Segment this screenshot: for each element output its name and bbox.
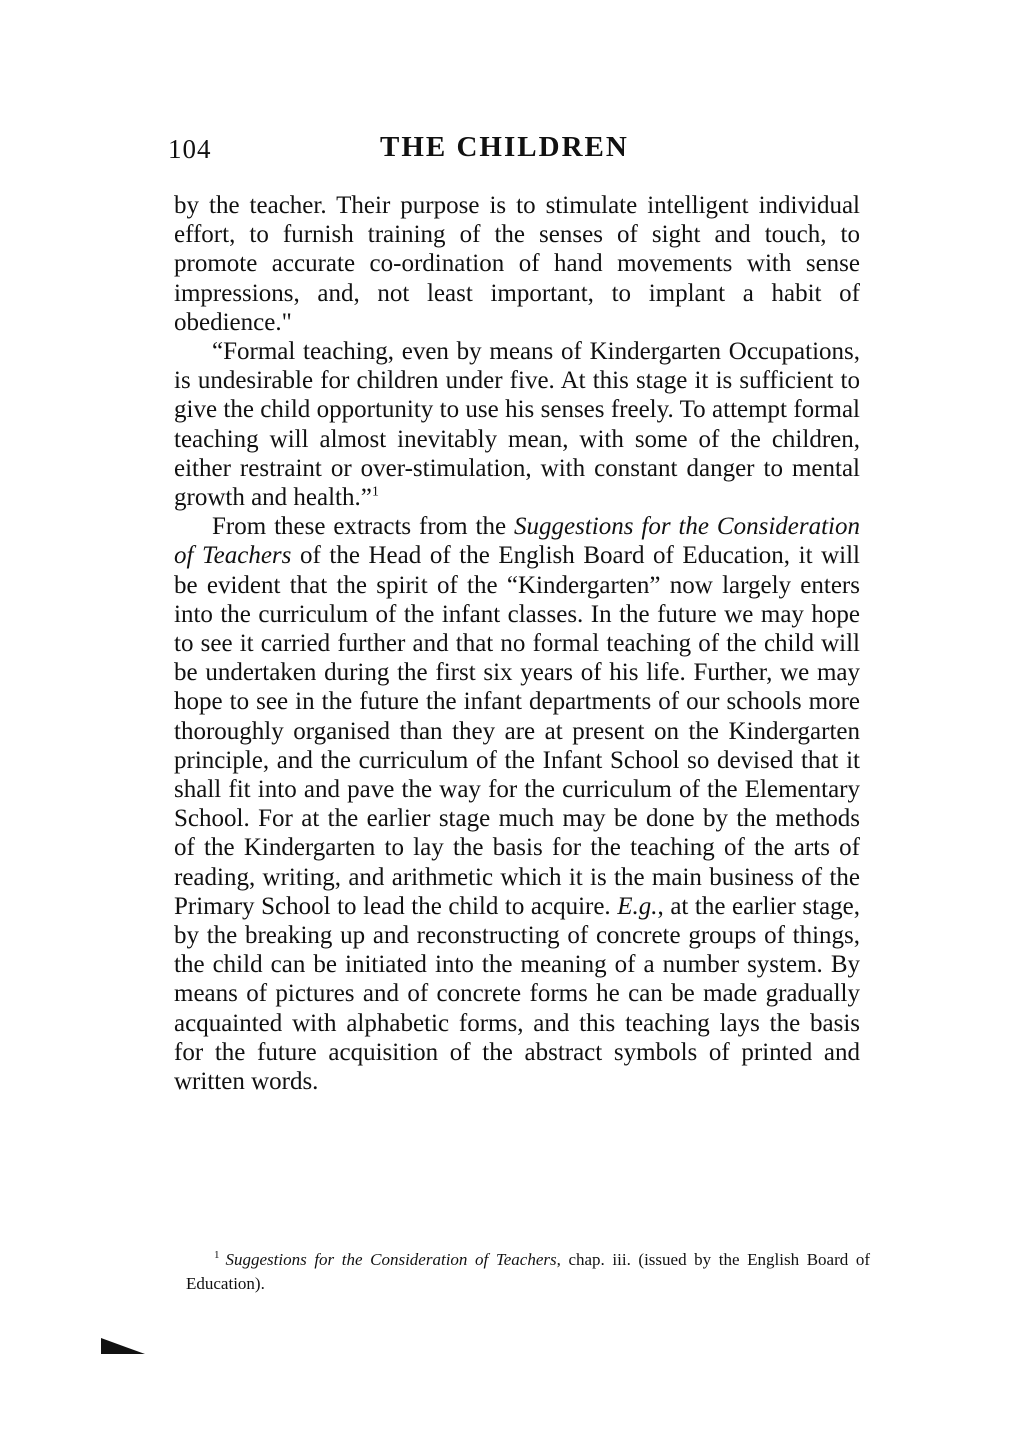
page-turn-arrow-icon xyxy=(101,1338,145,1354)
paragraph-1-text: by the teacher. Their purpose is to stimulate intelligent individual effort, to furnish training of the senses of sight and touch, to promote accurate co-ordination of hand movements with sense impressions, and, not least important, to implant a habit of obedience." xyxy=(174,192,860,336)
footnote-reference: 1 xyxy=(371,484,379,500)
paragraph-3-text-end: , at the earlier stage, by the breaking up and reconstructing of concrete groups of things, the child can be initiated into the meaning of a number system. By means of pictures and of concrete forms he can be made gradually acquainted with alphabetic forms, and this teaching lays the basis for the future acquisition of the abstract symbols of printed and written words. xyxy=(174,892,860,1096)
footnote-marker: 1 xyxy=(214,1249,220,1262)
running-title: THE CHILDREN xyxy=(380,131,629,163)
paragraph-2 xyxy=(174,337,860,512)
footnote-text: , chap. iii. (issued by the English Board of Education). xyxy=(186,1250,871,1293)
paragraph-2-text: “Formal teaching, even by means of Kindergarten Occupations, is undesirable for children under five. At this stage it is sufficient to give the child opportunity to use his senses freely. To attempt formal teaching will almost inevitably mean, with some of the children, either restraint or over-stimulation, with constant danger to mental growth and health.” xyxy=(174,338,860,512)
paragraph-3-eg: E.g. xyxy=(617,892,658,920)
running-header xyxy=(168,131,858,174)
paragraph-3-text: of the Head of the English Board of Education, it will be evident that the spirit of the “Kindergarten” now largely enters into the curriculum of the infant classes. In the future we may hope to see it carried further and that no formal teaching of the child will be undertaken during the first six years of his life. Further, we may hope to see in the future the infant departments of our schools more thoroughly organised than they are at present on the Kindergarten principle, and the curriculum of the Infant School so devised that it shall fit into and pave the way for the curriculum of the Elementary School. For at the earlier stage much may be done by the methods of the Kindergarten to lay the basis for the teaching of the arts of reading, writing, and arithmetic which it is the main business of the Primary School to lead the child to acquire. xyxy=(174,542,860,920)
footnote-book-title: Suggestions for the Consideration of Teachers xyxy=(225,1250,557,1269)
paragraph-3-intro: From these extracts from the xyxy=(212,513,515,541)
footnote xyxy=(186,1248,870,1296)
paragraph-3-book-title: Suggestions for the Consideration of Teachers xyxy=(174,513,860,570)
page-number: 104 xyxy=(168,134,212,164)
body-text xyxy=(174,191,860,1096)
paragraph-3 xyxy=(174,512,860,1096)
paragraph-1 xyxy=(174,191,860,337)
